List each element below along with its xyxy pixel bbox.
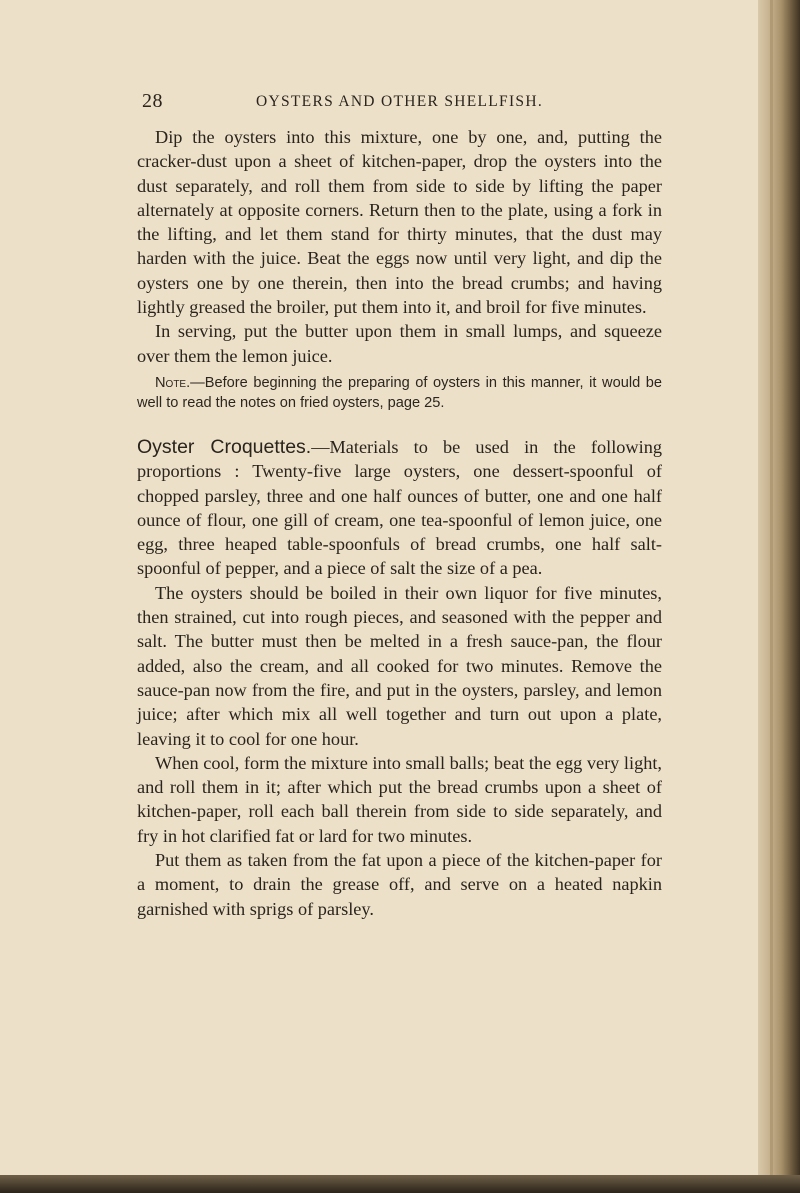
page-body — [137, 125, 662, 921]
paragraph-dip-oysters: Dip the oysters into this mixture, one by one, and, putting the cracker-dust upon a sheet of kitchen-paper, drop the oysters into the dust separately, and roll them from side to side by lifting the paper alternately at opposite corners. Return then to the plate, using a fork in the lifting, and let them stand for thirty minutes, that the dust may harden with the juice. Beat the eggs now until very light, and dip the oysters one by one therein, then into the bread crumbs; and having lightly greased the broiler, put them into it, and broil for five minutes. — [137, 127, 662, 318]
paragraph-form-balls: When cool, form the mixture into small balls; beat the egg very light, and roll them in it; after which put the bread crumbs upon a sheet of kitchen-paper, roll each ball therein from side to side separately, and fry in hot clarified fat or lard for two minutes. — [137, 752, 662, 846]
recipe-materials: —Materials to be used in the following proportions : Twenty-five large oysters, one dessert-spoonful of chopped parsley, three and one half ounces of butter, one and one half ounce of flour, one gill of cream, one tea-spoonful of lemon juice, one egg, three heaped table-spoonfuls of bread crumbs, one half salt-spoonful of pepper, and a piece of salt the size of a pea. — [137, 436, 662, 579]
book-bottom-edge — [0, 1175, 800, 1193]
recipe-title: Oyster Croquettes. — [137, 435, 312, 458]
note — [137, 373, 662, 413]
page-header — [142, 90, 662, 116]
book-spine-edge — [758, 0, 800, 1193]
paragraph-drain-serve: Put them as taken from the fat upon a piece of the kitchen-paper for a moment, to drain the grease off, and serve on a heated napkin garnished with sprigs of parsley. — [137, 850, 662, 919]
paragraph-serving: In serving, put the butter upon them in small lumps, and squeeze over them the lemon juice. — [137, 321, 662, 366]
note-label: Note. — [155, 374, 191, 391]
running-head: OYSTERS AND OTHER SHELLFISH. — [256, 93, 544, 110]
note-text: —Before beginning the preparing of oysters in this manner, it would be well to read the notes on fried oysters, page 25. — [137, 374, 662, 411]
recipe-oyster-croquettes — [137, 435, 662, 581]
paragraph-boil-oysters: The oysters should be boiled in their own liquor for five minutes, then strained, cut into rough pieces, and seasoned with the pepper and salt. The butter must then be melted in a fresh sauce-pan, the flour added, also the cream, and all cooked for two minutes. Remove the sauce-pan now from the fire, and put in the oysters, parsley, and lemon juice; after which mix all well together and turn out upon a plate, leaving it to cool for one hour. — [137, 582, 662, 749]
page-number: 28 — [142, 90, 163, 112]
